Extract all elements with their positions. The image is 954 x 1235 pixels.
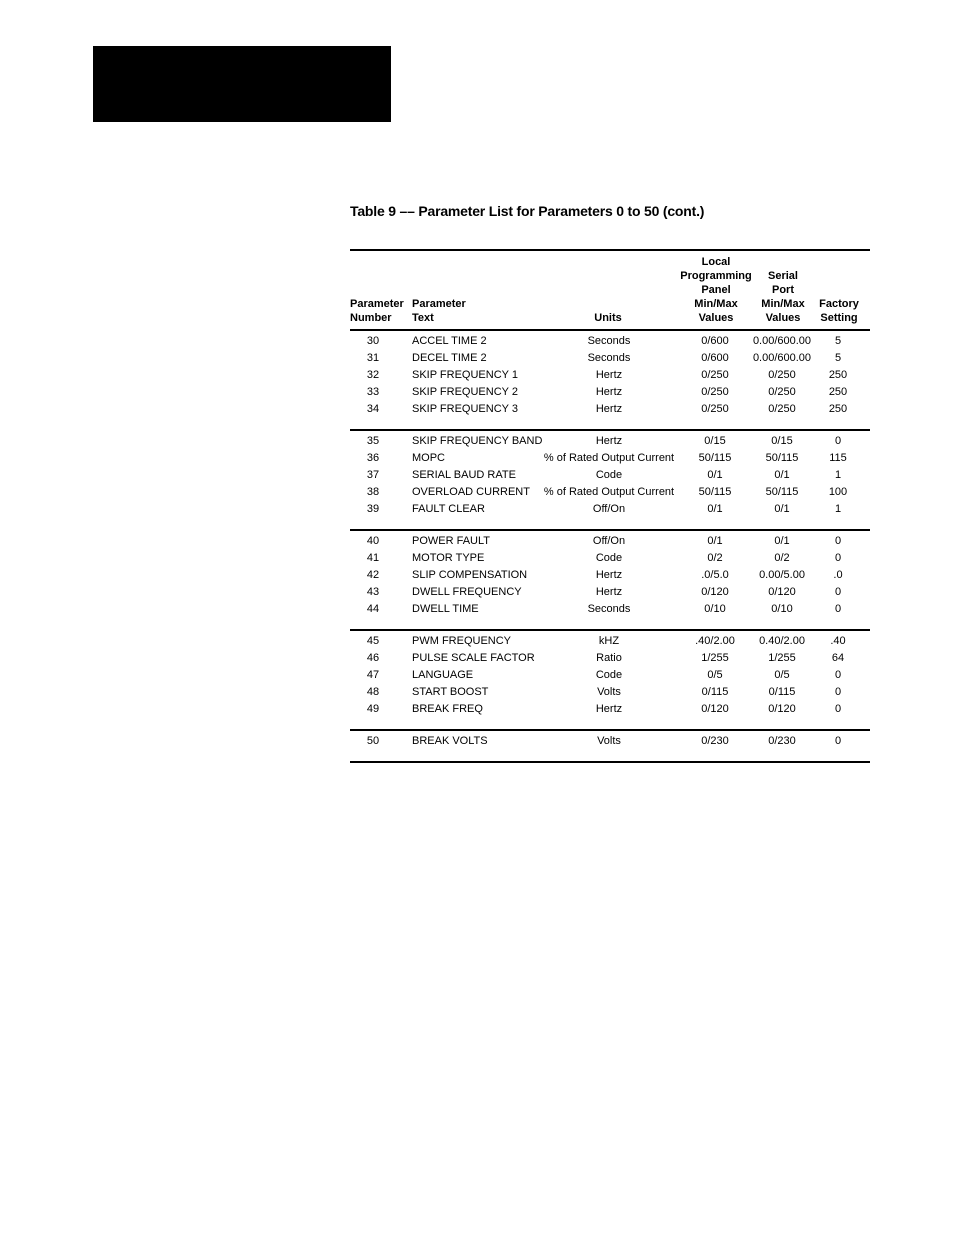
table-row bbox=[350, 701, 870, 718]
serial-port-values-cell: 0/120 bbox=[768, 703, 796, 715]
units-cell: Volts bbox=[597, 735, 621, 747]
parameter-number-cell: 41 bbox=[366, 552, 380, 564]
factory-setting-cell: 250 bbox=[828, 369, 848, 381]
factory-setting-cell: 5 bbox=[834, 335, 842, 347]
table-row bbox=[350, 584, 870, 601]
serial-port-values-cell: 0.00/600.00 bbox=[752, 352, 812, 364]
parameter-text-cell: SKIP FREQUENCY 1 bbox=[412, 369, 518, 381]
serial-port-values-cell: 0/250 bbox=[768, 386, 796, 398]
serial-port-values-cell: 0/250 bbox=[768, 369, 796, 381]
local-panel-values-cell: 0/1 bbox=[707, 535, 723, 547]
serial-port-values-cell: 50/115 bbox=[765, 486, 799, 498]
serial-port-values-cell: 0/230 bbox=[768, 735, 796, 747]
serial-port-values-cell: 0/1 bbox=[774, 535, 790, 547]
parameter-number-cell: 43 bbox=[366, 586, 380, 598]
group-separator-rule bbox=[350, 729, 870, 731]
units-cell: Hertz bbox=[595, 435, 623, 447]
table-row bbox=[350, 733, 870, 750]
parameter-number-cell: 31 bbox=[366, 352, 380, 364]
local-panel-values-cell: 0/600 bbox=[701, 352, 729, 364]
factory-setting-cell: 5 bbox=[834, 352, 842, 364]
table-row bbox=[350, 567, 870, 584]
local-panel-values-cell: 0/1 bbox=[707, 503, 723, 515]
parameter-number-cell: 38 bbox=[366, 486, 380, 498]
units-cell: Seconds bbox=[587, 352, 631, 364]
table-row bbox=[350, 433, 870, 450]
serial-port-values-cell: 0.40/2.00 bbox=[759, 635, 805, 647]
parameter-text-cell: SKIP FREQUENCY 2 bbox=[412, 386, 518, 398]
table-row bbox=[350, 350, 870, 367]
parameter-text-cell: PULSE SCALE FACTOR bbox=[412, 652, 535, 664]
units-cell: Hertz bbox=[595, 403, 623, 415]
parameter-text-cell: BREAK FREQ bbox=[412, 703, 483, 715]
parameter-text-cell: START BOOST bbox=[412, 686, 489, 698]
local-panel-values-cell: .0/5.0 bbox=[701, 569, 729, 581]
units-cell: Hertz bbox=[595, 703, 623, 715]
serial-port-values-cell: 0/250 bbox=[768, 403, 796, 415]
local-panel-values-cell: 0/250 bbox=[701, 369, 729, 381]
local-panel-values-cell: 0/230 bbox=[701, 735, 729, 747]
local-panel-values-cell: 0/250 bbox=[701, 403, 729, 415]
group-separator-rule bbox=[350, 429, 870, 431]
factory-setting-cell: 0 bbox=[834, 703, 842, 715]
units-cell: Ratio bbox=[596, 652, 622, 664]
factory-setting-cell: 0 bbox=[834, 669, 842, 681]
factory-setting-cell: 1 bbox=[834, 469, 842, 481]
parameter-number-cell: 45 bbox=[366, 635, 380, 647]
serial-port-values-cell: 0/2 bbox=[774, 552, 790, 564]
units-cell: Off/On bbox=[592, 535, 626, 547]
serial-port-values-cell: 0/120 bbox=[768, 586, 796, 598]
parameter-text-cell: SKIP FREQUENCY 3 bbox=[412, 403, 518, 415]
local-panel-values-cell: 0/5 bbox=[707, 669, 723, 681]
factory-setting-cell: 250 bbox=[828, 386, 848, 398]
parameter-number-cell: 42 bbox=[366, 569, 380, 581]
units-cell: % of Rated Output Current bbox=[543, 452, 675, 464]
header-parameter-text: Parameter Text bbox=[412, 298, 466, 324]
factory-setting-cell: .40 bbox=[830, 635, 846, 647]
table-row bbox=[350, 333, 870, 350]
factory-setting-cell: 0 bbox=[834, 735, 842, 747]
parameter-number-cell: 44 bbox=[366, 603, 380, 615]
serial-port-values-cell: 0/15 bbox=[771, 435, 793, 447]
local-panel-values-cell: 1/255 bbox=[701, 652, 729, 664]
table-row bbox=[350, 684, 870, 701]
parameter-text-cell: POWER FAULT bbox=[412, 535, 491, 547]
table-top-rule bbox=[350, 249, 870, 251]
parameter-text-cell: LANGUAGE bbox=[412, 669, 474, 681]
local-panel-values-cell: 0/2 bbox=[707, 552, 723, 564]
local-panel-values-cell: 0/120 bbox=[701, 586, 729, 598]
serial-port-values-cell: 0.00/600.00 bbox=[752, 335, 812, 347]
table-row bbox=[350, 367, 870, 384]
table-row bbox=[350, 650, 870, 667]
local-panel-values-cell: 50/115 bbox=[698, 452, 732, 464]
local-panel-values-cell: 0/115 bbox=[701, 686, 729, 698]
header-parameter-number: Parameter Number bbox=[350, 298, 404, 324]
table-row bbox=[350, 467, 870, 484]
parameter-number-cell: 37 bbox=[366, 469, 380, 481]
serial-port-values-cell: 0/1 bbox=[774, 503, 790, 515]
factory-setting-cell: 115 bbox=[829, 452, 847, 464]
parameter-number-cell: 46 bbox=[366, 652, 380, 664]
parameter-number-cell: 50 bbox=[366, 735, 380, 747]
units-cell: Hertz bbox=[595, 569, 623, 581]
units-cell: Hertz bbox=[595, 586, 623, 598]
parameter-number-cell: 32 bbox=[366, 369, 380, 381]
local-panel-values-cell: 0/15 bbox=[704, 435, 726, 447]
factory-setting-cell: 0 bbox=[834, 435, 842, 447]
parameter-number-cell: 30 bbox=[366, 335, 380, 347]
parameter-text-cell: SERIAL BAUD RATE bbox=[412, 469, 516, 481]
parameter-text-cell: OVERLOAD CURRENT bbox=[412, 486, 530, 498]
serial-port-values-cell: 0/1 bbox=[774, 469, 790, 481]
parameter-number-cell: 48 bbox=[366, 686, 380, 698]
table-row bbox=[350, 533, 870, 550]
local-panel-values-cell: 0/1 bbox=[707, 469, 723, 481]
serial-port-values-cell: 1/255 bbox=[768, 652, 796, 664]
serial-port-values-cell: 0/115 bbox=[768, 686, 796, 698]
factory-setting-cell: 0 bbox=[834, 552, 842, 564]
serial-port-values-cell: 0/10 bbox=[771, 603, 793, 615]
table-bottom-rule bbox=[350, 761, 870, 763]
group-separator-rule bbox=[350, 529, 870, 531]
header-bottom-rule bbox=[350, 329, 870, 331]
local-panel-values-cell: 50/115 bbox=[698, 486, 732, 498]
factory-setting-cell: 0 bbox=[834, 535, 842, 547]
local-panel-values-cell: 0/120 bbox=[701, 703, 729, 715]
parameter-number-cell: 39 bbox=[366, 503, 380, 515]
serial-port-values-cell: 0/5 bbox=[774, 669, 790, 681]
factory-setting-cell: 100 bbox=[828, 486, 848, 498]
parameter-text-cell: PWM FREQUENCY bbox=[412, 635, 511, 647]
units-cell: Seconds bbox=[587, 335, 631, 347]
header-serial-port: Serial Port Min/Max Values bbox=[761, 270, 805, 324]
parameter-text-cell: DECEL TIME 2 bbox=[412, 352, 487, 364]
units-cell: kHZ bbox=[598, 635, 620, 647]
units-cell: Code bbox=[595, 469, 623, 481]
parameter-text-cell: ACCEL TIME 2 bbox=[412, 335, 487, 347]
factory-setting-cell: 64 bbox=[831, 652, 845, 664]
group-separator-rule bbox=[350, 629, 870, 631]
serial-port-values-cell: 0.00/5.00 bbox=[759, 569, 805, 581]
parameter-text-cell: MOPC bbox=[412, 452, 445, 464]
units-cell: Seconds bbox=[587, 603, 631, 615]
factory-setting-cell: 250 bbox=[828, 403, 848, 415]
parameter-number-cell: 34 bbox=[366, 403, 380, 415]
factory-setting-cell: 0 bbox=[834, 686, 842, 698]
table-row bbox=[350, 667, 870, 684]
parameter-number-cell: 47 bbox=[366, 669, 380, 681]
table-row bbox=[350, 401, 870, 418]
factory-setting-cell: 1 bbox=[834, 503, 842, 515]
parameter-text-cell: DWELL TIME bbox=[412, 603, 479, 615]
local-panel-values-cell: 0/250 bbox=[701, 386, 729, 398]
units-cell: Off/On bbox=[592, 503, 626, 515]
units-cell: Hertz bbox=[595, 386, 623, 398]
units-cell: % of Rated Output Current bbox=[543, 486, 675, 498]
table-row bbox=[350, 384, 870, 401]
table-row bbox=[350, 450, 870, 467]
local-panel-values-cell: .40/2.00 bbox=[695, 635, 735, 647]
header-units: Units bbox=[594, 312, 622, 324]
table-title: Table 9 –– Parameter List for Parameters 0 to 50 (cont.) bbox=[350, 203, 705, 219]
table-row bbox=[350, 633, 870, 650]
serial-port-values-cell: 50/115 bbox=[765, 452, 799, 464]
parameter-number-cell: 33 bbox=[366, 386, 380, 398]
local-panel-values-cell: 0/10 bbox=[704, 603, 726, 615]
parameter-number-cell: 49 bbox=[366, 703, 380, 715]
parameter-text-cell: SKIP FREQUENCY BAND bbox=[412, 435, 543, 447]
parameter-text-cell: MOTOR TYPE bbox=[412, 552, 485, 564]
units-cell: Hertz bbox=[595, 369, 623, 381]
parameter-text-cell: SLIP COMPENSATION bbox=[412, 569, 528, 581]
parameter-text-cell: BREAK VOLTS bbox=[412, 735, 488, 747]
table-row bbox=[350, 484, 870, 501]
table-row bbox=[350, 501, 870, 518]
factory-setting-cell: 0 bbox=[834, 603, 842, 615]
header-factory-setting: Factory Setting bbox=[819, 298, 859, 324]
units-cell: Code bbox=[595, 669, 623, 681]
table-row bbox=[350, 601, 870, 618]
header-black-bar bbox=[93, 46, 391, 122]
table-row bbox=[350, 550, 870, 567]
parameter-number-cell: 36 bbox=[366, 452, 380, 464]
units-cell: Volts bbox=[597, 686, 621, 698]
local-panel-values-cell: 0/600 bbox=[701, 335, 729, 347]
header-local-panel: Local Programming Panel Min/Max Values bbox=[680, 256, 752, 324]
units-cell: Code bbox=[595, 552, 623, 564]
parameter-text-cell: FAULT CLEAR bbox=[412, 503, 485, 515]
parameter-number-cell: 40 bbox=[366, 535, 380, 547]
parameter-text-cell: DWELL FREQUENCY bbox=[412, 586, 522, 598]
factory-setting-cell: 0 bbox=[834, 586, 842, 598]
factory-setting-cell: .0 bbox=[833, 569, 843, 581]
parameter-number-cell: 35 bbox=[366, 435, 380, 447]
